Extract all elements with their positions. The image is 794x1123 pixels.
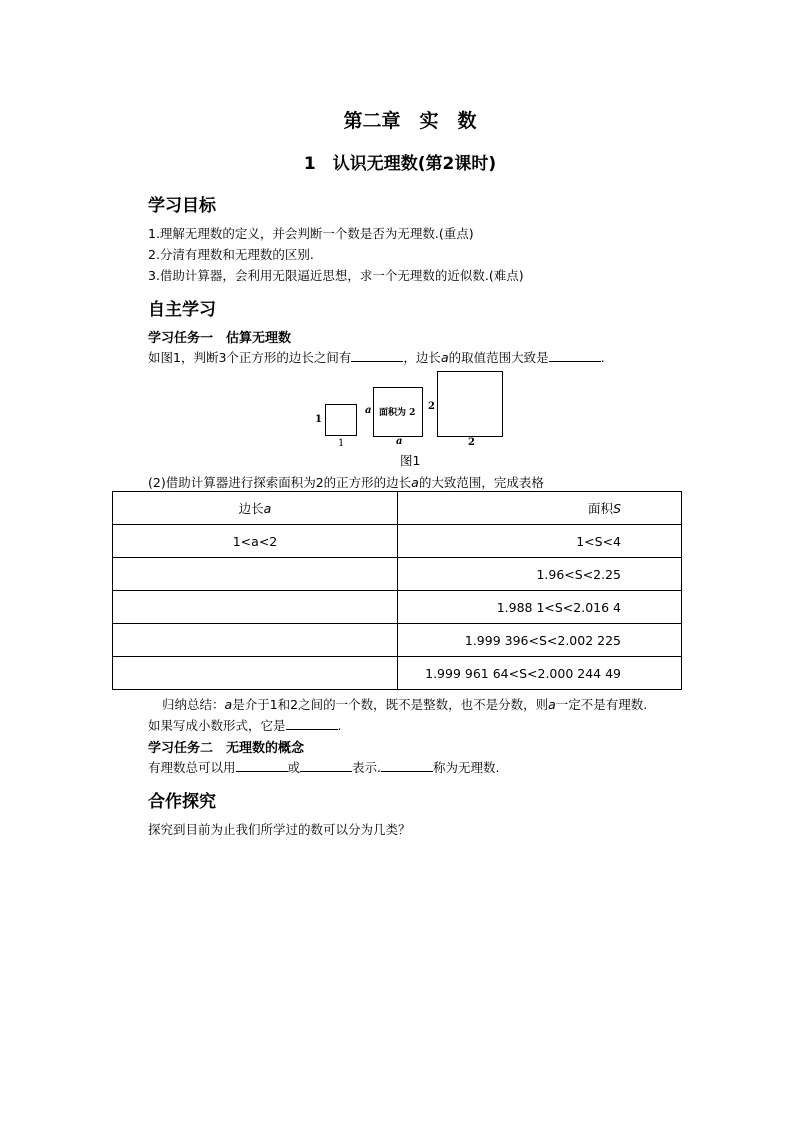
header-side [113, 492, 398, 525]
task2-text-2: 或 [287, 760, 301, 775]
side-cell[interactable] [113, 657, 398, 690]
chapter-title: 第二章 实 数 [343, 110, 477, 132]
header-area [398, 492, 682, 525]
q1-var: a [440, 350, 449, 365]
objective-2: 2.分清有理数和无理数的区别. [148, 247, 314, 262]
square2-bottom-label: a [396, 436, 403, 447]
task1-title: 学习任务一 估算无理数 [148, 331, 292, 346]
square1-bottom-label: 1 [338, 438, 345, 449]
figure-caption: 图1 [400, 453, 421, 468]
square-area-1 [325, 404, 357, 436]
q1-blank-1[interactable] [351, 349, 403, 362]
square2-area-label: 面积为 2 [379, 408, 416, 418]
task2-text [148, 758, 500, 776]
table-header-row [113, 492, 682, 525]
objectives-heading: 学习目标 [148, 196, 216, 216]
summary-blank[interactable] [286, 717, 338, 730]
summary-text-3: 一定不是有理数. [555, 697, 648, 712]
summary-line-1 [162, 695, 647, 713]
q2-text-1: (2)借助计算器进行探索面积为2的正方形的边长 [148, 475, 412, 490]
table-row [113, 624, 682, 657]
header-area-var: S [613, 501, 621, 516]
task1-question-1 [148, 348, 605, 366]
area-cell: 1<S<4 [398, 525, 682, 558]
square3-side-label: 2 [428, 401, 435, 412]
q1-blank-2[interactable] [549, 349, 601, 362]
summary-var-1: a [224, 697, 233, 712]
square2-side-label: a [365, 405, 372, 416]
summary-text-1: 归纳总结： [162, 697, 225, 712]
self-study-heading: 自主学习 [148, 300, 216, 320]
q1-end: . [600, 350, 605, 365]
objective-3: 3.借助计算器，会利用无限逼近思想，求一个无理数的近似数.(难点) [148, 268, 524, 283]
estimation-table [112, 491, 682, 690]
area-cell: 1.999 961 64<S<2.000 244 49 [398, 657, 682, 690]
area-cell: 1.999 396<S<2.002 225 [398, 624, 682, 657]
summary-var-2: a [548, 697, 556, 712]
task2-blank-2[interactable] [300, 759, 352, 772]
header-area-text: 面积 [588, 501, 614, 516]
side-cell[interactable] [113, 558, 398, 591]
summary-line-2 [148, 716, 342, 734]
q1-text-2: ，边长 [403, 350, 441, 365]
summary-text-2: 是介于1和2之间的一个数，既不是整数，也不是分数，则 [232, 697, 549, 712]
area-cell: 1.988 1<S<2.016 4 [398, 591, 682, 624]
q2-var: a [411, 475, 419, 490]
summary-line2-text: 如果写成小数形式，它是 [148, 718, 286, 733]
objective-1: 1.理解无理数的定义，并会判断一个数是否为无理数.(重点) [148, 226, 474, 241]
task2-blank-1[interactable] [236, 759, 288, 772]
cooperation-question: 探究到目前为止我们所学过的数可以分为几类？ [148, 822, 411, 837]
lesson-title: 1 认识无理数(第2课时) [303, 154, 497, 174]
table-row [113, 558, 682, 591]
side-cell[interactable] [113, 624, 398, 657]
square1-side-label: 1 [315, 414, 322, 425]
task1-question-2 [148, 473, 544, 491]
task2-text-4: 称为无理数. [433, 760, 500, 775]
square-area-4 [437, 371, 503, 437]
q1-text-1: 如图1，判断3个正方形的边长之间有 [148, 350, 352, 365]
cooperation-heading: 合作探究 [148, 792, 216, 812]
q2-text-2: 的大致范围，完成表格 [418, 475, 544, 490]
task2-text-1: 有理数总可以用 [148, 760, 236, 775]
task2-title: 学习任务二 无理数的概念 [148, 741, 305, 756]
header-side-text: 边长 [238, 501, 264, 516]
summary-line2-end: . [337, 718, 342, 733]
task2-blank-3[interactable] [381, 759, 433, 772]
side-cell[interactable] [113, 591, 398, 624]
q1-text-3: 的取值范围大致是 [448, 350, 549, 365]
table-row [113, 525, 682, 558]
area-cell: 1.96<S<2.25 [398, 558, 682, 591]
task2-text-3: 表示. [352, 760, 382, 775]
table-row [113, 591, 682, 624]
figure-1 [310, 368, 510, 448]
side-cell[interactable]: 1<a<2 [113, 525, 398, 558]
header-side-var: a [263, 501, 272, 516]
table-row [113, 657, 682, 690]
square3-bottom-label: 2 [468, 437, 475, 448]
